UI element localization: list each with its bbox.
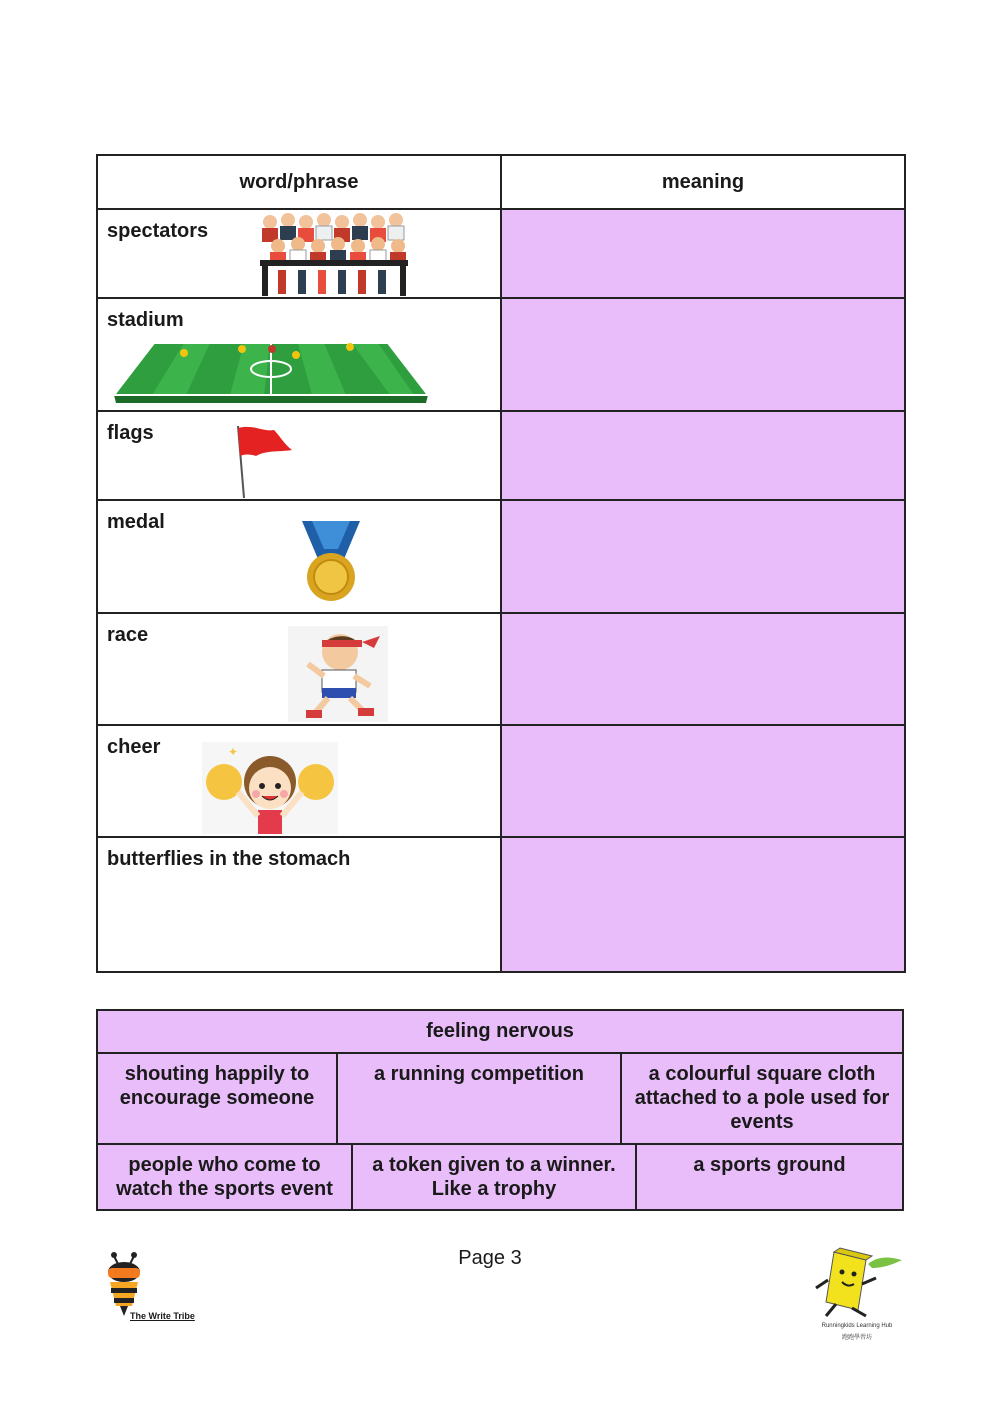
word-cell [97,613,501,725]
table-row [97,500,905,613]
word-label: cheer [107,736,161,758]
word-label: stadium [107,309,184,331]
table-row [97,613,905,725]
options-row [98,1052,902,1143]
word-label: medal [107,511,165,533]
word-label: race [107,624,149,646]
word-label: flags [107,422,154,444]
vocabulary-table [96,154,906,973]
option-card[interactable]: feeling nervous [426,1020,574,1042]
right-logo-text: Runningkids Learning Hub [821,1323,893,1329]
table-header-row [97,155,905,209]
table-row [97,298,905,411]
meaning-cell[interactable] [501,411,905,500]
word-cell [97,209,501,298]
answer-options-box [96,1009,904,1211]
spectators-picture [258,210,410,296]
word-cell [97,725,501,837]
meaning-cell[interactable] [501,500,905,613]
table-row [97,411,905,500]
options-row [98,1143,902,1209]
option-card[interactable]: shouting happily to encourage someone [119,1063,315,1109]
meaning-column-header: meaning [501,155,905,209]
meaning-cell[interactable] [501,613,905,725]
word-label: spectators [107,220,209,242]
options-row [98,1011,902,1052]
right-logo-text-chinese: 跑跑學習坊 [841,1335,872,1341]
option-card[interactable]: a colourful square cloth attached to a pole used for events [620,1054,902,1143]
table-row [97,209,905,298]
table-row [97,725,905,837]
medal-picture [298,519,364,605]
cheer-picture [202,742,338,834]
word-label: butterflies in the stomach [107,848,351,870]
word-cell [97,500,501,613]
svg-text:✦: ✦ [228,745,239,759]
page-number: Page 3 [458,1247,522,1269]
word-cell [97,411,501,500]
word-column-header: word/phrase [97,155,501,209]
option-card[interactable]: a running competition [336,1054,620,1143]
option-card[interactable]: people who come to watch the sports event [116,1154,333,1200]
word-cell [97,837,501,972]
table-row [97,837,905,972]
left-logo-text: The Write Tribe [130,1311,195,1321]
meaning-cell[interactable] [501,209,905,298]
meaning-cell[interactable] [501,298,905,411]
option-card[interactable]: a token given to a winner. Like a trophy [351,1145,635,1209]
word-cell [97,298,501,411]
meaning-cell[interactable] [501,725,905,837]
running-book-logo-icon [810,1244,904,1324]
stadium-picture [114,333,428,405]
red-flag-picture [234,424,294,500]
meaning-cell[interactable] [501,837,905,972]
option-card[interactable]: a sports ground [635,1145,902,1209]
race-picture [288,626,388,722]
